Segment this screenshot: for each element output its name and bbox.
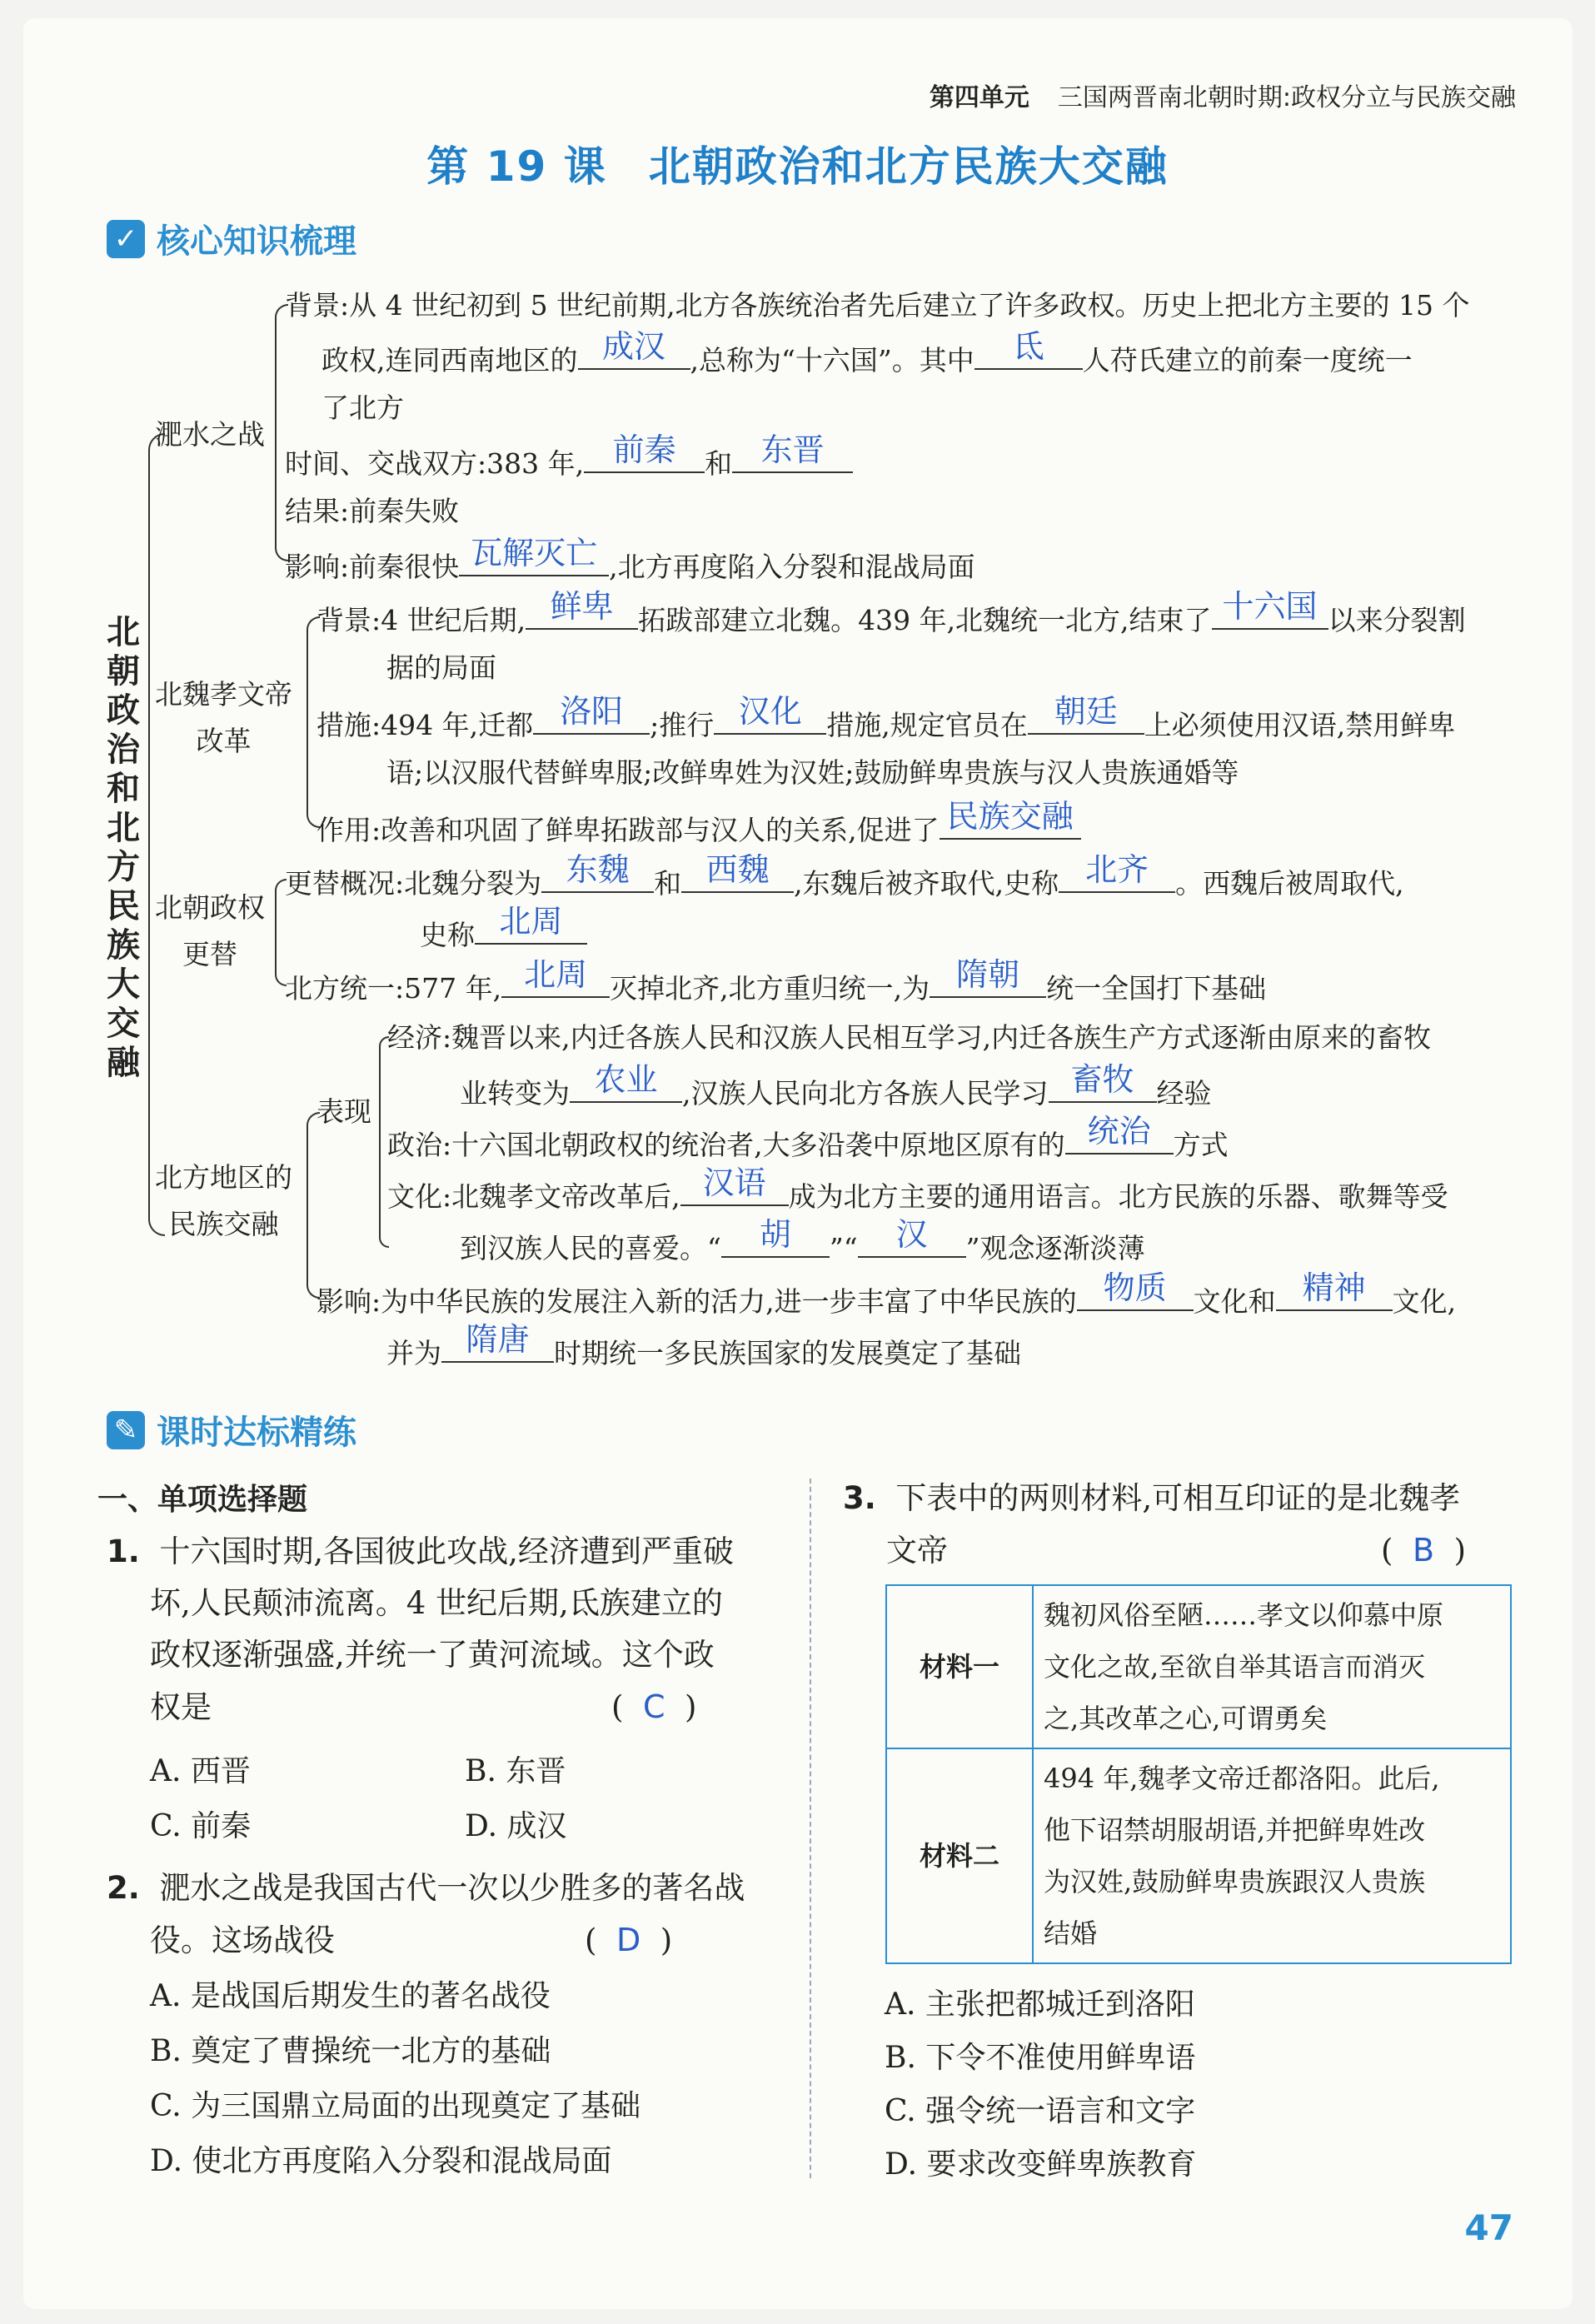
fusion-culture-line2 bbox=[460, 1216, 1145, 1265]
text: 统一全国打下基础 bbox=[1046, 972, 1267, 1005]
blank bbox=[1049, 1061, 1157, 1103]
q2-option-a[interactable]: A. 是战国后期发生的著名战役 bbox=[150, 1979, 551, 2013]
reform-function-line bbox=[317, 798, 1081, 847]
answer: 农业 bbox=[594, 1061, 658, 1098]
unit-header bbox=[930, 77, 1516, 113]
regime-overview-line1 bbox=[285, 851, 1404, 900]
reform-background-line2: 据的局面 bbox=[386, 651, 496, 684]
unit-title: 三国两晋南北朝时期:政权分立与民族交融 bbox=[1057, 83, 1516, 112]
text: 北方统一:577 年, bbox=[285, 972, 502, 1005]
blank bbox=[1276, 1269, 1393, 1311]
text: 史称 bbox=[420, 919, 475, 951]
answer: 朝廷 bbox=[1054, 693, 1118, 730]
text: 灭掉北齐,北方重归统一,为 bbox=[610, 972, 930, 1005]
fusion-economy-line2 bbox=[460, 1061, 1212, 1110]
node-label: 北朝政权 bbox=[155, 891, 265, 924]
material-line: 文化之故,至欲自举其语言而消灭 bbox=[1044, 1651, 1426, 1683]
material-head: 材料一 bbox=[886, 1585, 1033, 1748]
material-line: 之,其改革之心,可谓勇矣 bbox=[1044, 1703, 1328, 1734]
text: ,北方再度陷入分裂和混战局面 bbox=[609, 551, 975, 583]
node-fusion bbox=[155, 1155, 292, 1248]
material-text bbox=[1033, 1585, 1511, 1748]
question-number: 3. bbox=[843, 1480, 876, 1516]
blank bbox=[475, 903, 587, 945]
page-number: 47 bbox=[1464, 2207, 1513, 2248]
question-text: 役。这场战役 bbox=[150, 1923, 335, 1958]
answer: 北周 bbox=[499, 903, 563, 940]
text: 背景:4 世纪后期, bbox=[317, 604, 526, 636]
q1-option-a[interactable]: A. 西晋 bbox=[150, 1754, 251, 1788]
lesson-title bbox=[0, 133, 1595, 193]
answer-choice: B bbox=[1412, 1532, 1435, 1568]
answer: 胡 bbox=[759, 1216, 791, 1253]
node-label: 北方地区的 bbox=[155, 1161, 292, 1194]
blank bbox=[459, 535, 609, 576]
question-text: 权是 bbox=[150, 1689, 212, 1725]
answer: 畜牧 bbox=[1070, 1061, 1134, 1098]
q2-option-d[interactable]: D. 使北方再度陷入分裂和混战局面 bbox=[150, 2144, 612, 2178]
fusion-impact-line1 bbox=[317, 1269, 1457, 1319]
feishui-time-line bbox=[285, 431, 853, 481]
text: 业转变为 bbox=[460, 1077, 570, 1110]
question-3 bbox=[843, 1473, 1466, 1577]
reform-measures-line2: 语;以汉服代替鲜卑服;改鲜卑姓为汉姓;鼓励鲜卑贵族与汉人贵族通婚等 bbox=[386, 756, 1239, 789]
fusion-politics-line bbox=[387, 1113, 1229, 1162]
section-title: 课时达标精练 bbox=[157, 1414, 356, 1452]
answer-choice: D bbox=[616, 1922, 641, 1958]
text: 政治:十六国北朝政权的统治者,大多沿袭中原地区原有的 bbox=[387, 1129, 1065, 1161]
fusion-biaoxian: 表现 bbox=[317, 1095, 371, 1128]
mindmap-root: 北朝政治和北方民族大交融 bbox=[107, 612, 140, 1082]
answer-bracket: ( B ) bbox=[1381, 1532, 1467, 1568]
text: ”“ bbox=[829, 1232, 858, 1264]
text: 人苻氏建立的前秦一度统一 bbox=[1082, 344, 1413, 377]
q3-option-d[interactable]: D. 要求改变鲜卑族教育 bbox=[885, 2147, 1197, 2182]
material-line: 494 年,魏孝文帝迁都洛阳。此后, bbox=[1044, 1763, 1440, 1794]
question-last-line bbox=[843, 1524, 1466, 1577]
text: 作用:改善和巩固了鲜卑拓跋部与汉人的关系,促进了 bbox=[317, 814, 940, 846]
question-2 bbox=[107, 1863, 745, 1967]
material-line: 为汉姓,鼓励鲜卑贵族跟汉人贵族 bbox=[1044, 1866, 1426, 1898]
answer: 十六国 bbox=[1222, 588, 1318, 625]
text: 措施,规定官员在 bbox=[826, 709, 1028, 741]
answer: 隋唐 bbox=[466, 1321, 530, 1358]
question-text: 淝水之战是我国古代一次以少胜多的著名战 bbox=[159, 1870, 745, 1906]
question-1 bbox=[107, 1526, 734, 1733]
answer: 东晋 bbox=[760, 431, 825, 468]
node-label: 改革 bbox=[196, 725, 252, 757]
answer: 北齐 bbox=[1085, 851, 1149, 888]
blank bbox=[721, 1216, 830, 1258]
text: ,东魏后被齐取代,史称 bbox=[794, 867, 1059, 900]
answer: 北周 bbox=[524, 956, 588, 993]
blank bbox=[1028, 693, 1144, 735]
text: 更替概况:北魏分裂为 bbox=[285, 867, 542, 900]
feishui-background-line1: 背景:从 4 世纪初到 5 世纪前期,北方各族统治者先后建立了许多政权。历史上把北方主要的 15 个 bbox=[285, 289, 1470, 322]
unit-label: 第四单元 bbox=[929, 83, 1029, 112]
answer-bracket: ( C ) bbox=[611, 1688, 697, 1725]
blank bbox=[858, 1216, 966, 1258]
lesson-number: 第 19 课 bbox=[426, 142, 607, 191]
q3-option-b[interactable]: B. 下令不准使用鲜卑语 bbox=[885, 2041, 1196, 2075]
answer: 民族交融 bbox=[946, 798, 1074, 835]
text: 以来分裂割 bbox=[1328, 604, 1466, 636]
text: 影响:为中华民族的发展注入新的活力,进一步丰富了中华民族的 bbox=[317, 1285, 1077, 1318]
section-practice bbox=[107, 1406, 356, 1454]
answer: 鲜卑 bbox=[550, 588, 614, 625]
fusion-economy-line1: 经济:魏晋以来,内迁各族人民和汉族人民相互学习,内迁各族生产方式逐渐由原来的畜牧 bbox=[387, 1021, 1432, 1054]
answer: 洛阳 bbox=[560, 693, 624, 730]
node-reform bbox=[155, 671, 292, 765]
answer-choice: C bbox=[642, 1688, 665, 1725]
text: 文化和 bbox=[1193, 1285, 1276, 1318]
material-table bbox=[885, 1584, 1512, 1964]
part-heading: 一、单项选择题 bbox=[97, 1483, 308, 1517]
text: 成为北方主要的通用语言。北方民族的乐器、歌舞等受 bbox=[788, 1180, 1448, 1213]
q1-option-c[interactable]: C. 前秦 bbox=[150, 1809, 252, 1843]
blank bbox=[578, 328, 690, 370]
question-last-line bbox=[107, 1681, 734, 1733]
text: 和 bbox=[654, 867, 682, 900]
table-row bbox=[886, 1585, 1511, 1748]
blank bbox=[732, 431, 853, 473]
reform-background-line1 bbox=[317, 588, 1466, 637]
q1-option-b[interactable]: B. 东晋 bbox=[465, 1754, 566, 1788]
fusion-brace bbox=[307, 1112, 320, 1299]
blank bbox=[940, 798, 1081, 840]
answer: 东魏 bbox=[566, 851, 630, 888]
text: 经验 bbox=[1156, 1077, 1212, 1110]
answer: 汉语 bbox=[702, 1164, 766, 1201]
answer: 成汉 bbox=[601, 328, 665, 365]
node-label: 民族交融 bbox=[168, 1208, 279, 1240]
answer-bracket: ( D ) bbox=[585, 1922, 673, 1958]
section-core-knowledge bbox=[107, 215, 356, 262]
text: ;推行 bbox=[650, 709, 715, 741]
question-last-line bbox=[107, 1914, 745, 1967]
q2-option-b[interactable]: B. 奠定了曹操统一北方的基础 bbox=[150, 2034, 551, 2068]
answer: 瓦解灭亡 bbox=[471, 535, 598, 571]
feishui-background-line2 bbox=[321, 328, 1413, 377]
regime-unify-line bbox=[285, 956, 1267, 1005]
reform-measures-line1 bbox=[317, 693, 1456, 742]
text: 和 bbox=[705, 447, 733, 480]
answer: 精神 bbox=[1302, 1269, 1366, 1306]
material-line: 结婚 bbox=[1044, 1918, 1098, 1949]
fusion-culture-line1 bbox=[387, 1164, 1448, 1214]
blank bbox=[681, 851, 794, 893]
text: 时间、交战双方:383 年, bbox=[285, 447, 585, 480]
text: 政权,连同西南地区的 bbox=[321, 344, 578, 377]
answer: 汉 bbox=[895, 1216, 928, 1253]
text: 方式 bbox=[1173, 1129, 1229, 1161]
text: ,汉族人民向北方各族人民学习 bbox=[682, 1077, 1049, 1110]
column-divider bbox=[810, 1479, 811, 2178]
feishui-background-line3: 了北方 bbox=[321, 391, 404, 424]
text: 拓跋部建立北魏。439 年,北魏统一北方,结束了 bbox=[638, 604, 1212, 636]
blank bbox=[1212, 588, 1328, 630]
blank bbox=[930, 956, 1046, 998]
text: 文化, bbox=[1392, 1285, 1457, 1318]
pencil-icon: ✎ bbox=[107, 1411, 145, 1449]
answer: 汉化 bbox=[738, 693, 802, 730]
question-text: 坏,人民颠沛流离。4 世纪后期,氐族建立的 bbox=[150, 1585, 723, 1621]
blank bbox=[441, 1321, 554, 1363]
blank bbox=[584, 431, 705, 473]
q1-option-d[interactable]: D. 成汉 bbox=[465, 1809, 567, 1843]
blank bbox=[526, 588, 638, 630]
text: 上必须使用汉语,禁用鲜卑 bbox=[1144, 709, 1456, 741]
text: 。西魏后被周取代, bbox=[1175, 867, 1404, 900]
text: ”观念逐渐淡薄 bbox=[965, 1232, 1145, 1264]
node-regime bbox=[155, 885, 265, 978]
blank bbox=[1065, 1113, 1174, 1155]
table-row bbox=[886, 1748, 1511, 1963]
q3-option-a[interactable]: A. 主张把都城迁到洛阳 bbox=[885, 1987, 1195, 2022]
answer: 统治 bbox=[1087, 1113, 1151, 1150]
answer: 前秦 bbox=[612, 431, 676, 468]
node-feishui: 淝水之战 bbox=[155, 418, 265, 451]
text: 时期统一多民族国家的发展奠定了基础 bbox=[554, 1337, 1021, 1369]
text: 并为 bbox=[386, 1337, 441, 1369]
material-line: 他下诏禁胡服胡语,并把鲜卑姓改 bbox=[1044, 1814, 1426, 1846]
text: ,总称为“十六国”。其中 bbox=[690, 344, 974, 377]
blank bbox=[541, 851, 654, 893]
text: 影响:前秦很快 bbox=[285, 551, 460, 583]
blank bbox=[714, 693, 826, 735]
question-number: 2. bbox=[107, 1870, 140, 1906]
question-text: 政权逐渐强盛,并统一了黄河流域。这个政 bbox=[150, 1637, 715, 1673]
blank bbox=[533, 693, 650, 735]
answer: 物质 bbox=[1103, 1269, 1167, 1306]
regime-overview-line2 bbox=[420, 903, 587, 952]
root-brace bbox=[148, 433, 165, 1236]
blank bbox=[570, 1061, 682, 1103]
feishui-result-line: 结果:前秦失败 bbox=[285, 495, 460, 527]
feishui-effect-line bbox=[285, 535, 975, 584]
question-text: 十六国时期,各国彼此攻战,经济遭到严重破 bbox=[159, 1534, 734, 1569]
text: 措施:494 年,迁都 bbox=[317, 709, 534, 741]
checkbox-icon: ✓ bbox=[107, 220, 145, 258]
material-head: 材料二 bbox=[886, 1748, 1033, 1963]
node-label: 北魏孝文帝 bbox=[155, 678, 292, 711]
blank bbox=[680, 1164, 789, 1206]
text: 文化:北魏孝文帝改革后, bbox=[387, 1180, 680, 1213]
question-number: 1. bbox=[107, 1534, 140, 1569]
material-line: 魏初风俗至陋……孝文以仰慕中原 bbox=[1044, 1599, 1444, 1631]
q3-option-c[interactable]: C. 强令统一语言和文字 bbox=[885, 2094, 1196, 2128]
answer: 西魏 bbox=[705, 851, 770, 888]
blank bbox=[501, 956, 610, 998]
q2-option-c[interactable]: C. 为三国鼎立局面的出现奠定了基础 bbox=[150, 2089, 641, 2123]
text: 到汉族人民的喜爱。“ bbox=[460, 1232, 721, 1264]
blank bbox=[1059, 851, 1175, 893]
blank bbox=[974, 328, 1083, 370]
blank bbox=[1077, 1269, 1194, 1311]
lesson-name: 北朝政治和北方民族大交融 bbox=[648, 142, 1169, 191]
section-title: 核心知识梳理 bbox=[157, 222, 356, 261]
question-text: 文帝 bbox=[886, 1533, 948, 1568]
material-text bbox=[1033, 1748, 1511, 1963]
question-text: 下表中的两则材料,可相互印证的是北魏孝 bbox=[895, 1480, 1461, 1516]
node-label: 更替 bbox=[182, 938, 237, 970]
answer: 氐 bbox=[1012, 328, 1044, 365]
fusion-impact-line2 bbox=[386, 1321, 1021, 1370]
answer: 隋朝 bbox=[956, 956, 1020, 993]
